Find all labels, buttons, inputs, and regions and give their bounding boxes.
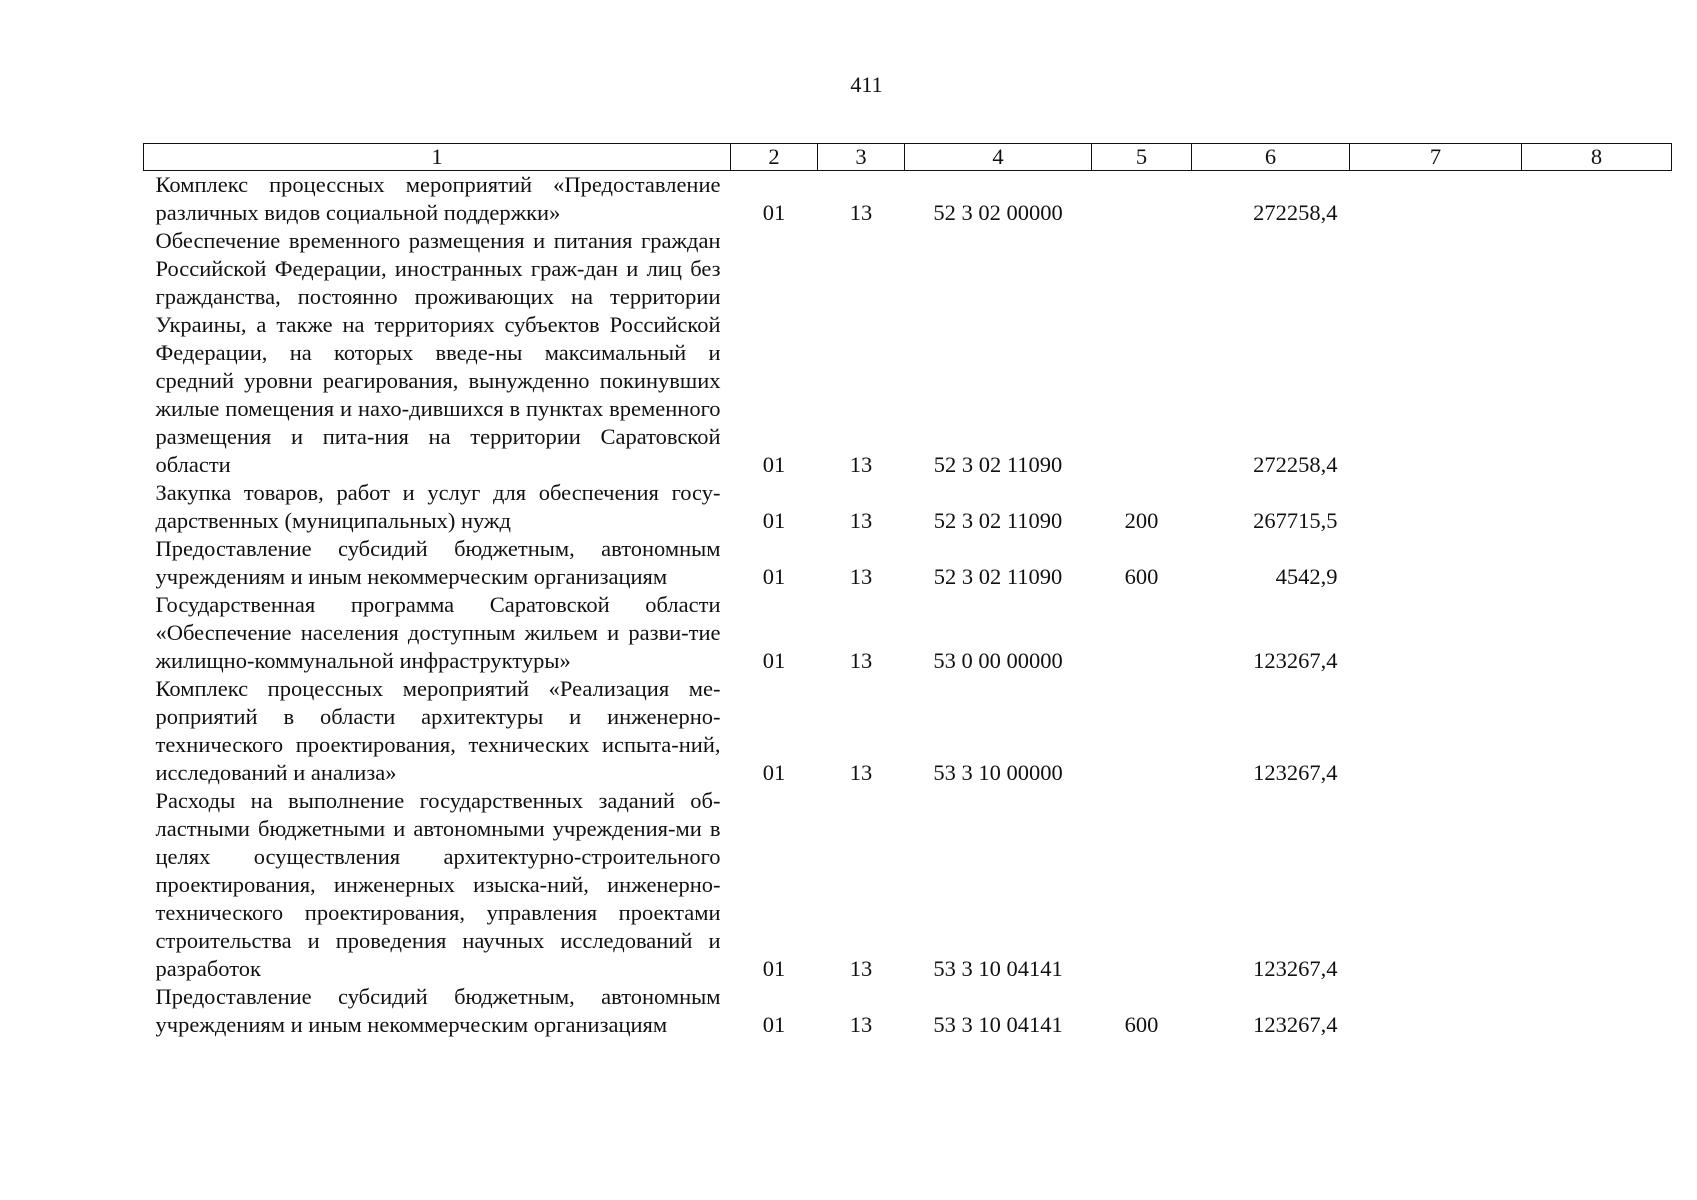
table-row: [144, 227, 1672, 479]
row-target-article: 52 3 02 11090: [933, 564, 1063, 589]
row-subsection: 13: [849, 564, 873, 589]
header-col-2: 2: [731, 144, 818, 171]
row-section: 01: [762, 1012, 786, 1037]
row-target-article: 53 3 10 04141: [933, 956, 1063, 981]
row-expense-type: [1092, 591, 1192, 675]
row-subsection: 13: [849, 648, 873, 673]
row-expense-type: 600: [1124, 564, 1159, 589]
header-col-1: 1: [144, 144, 731, 171]
row-subsection: 13: [849, 956, 873, 981]
table-row: [144, 591, 1672, 675]
row-col-8: [1522, 787, 1672, 983]
row-name: Комплекс процессных мероприятий «Предоставление различных видов социальной поддержки»: [155, 172, 721, 225]
row-name: Предоставление субсидий бюджетным, автономным учреждениям и иным некоммерческим организациям: [155, 536, 721, 589]
row-target-article: 52 3 02 00000: [933, 200, 1063, 225]
row-col-8: [1522, 479, 1672, 535]
header-row: [144, 144, 1672, 171]
row-col-8: [1522, 983, 1672, 1039]
table-row: [144, 787, 1672, 983]
row-subsection: 13: [849, 200, 873, 225]
header-col-8: 8: [1522, 144, 1672, 171]
row-col-8: [1522, 591, 1672, 675]
page-number: 411: [850, 72, 883, 97]
row-name: Расходы на выполнение государственных заданий об-ластными бюджетными и автономными учреждения-ми в целях осуществления архитектурно-строительного проектирования, инженерных изыска-ний, инженерно-технического проектирования, управления проектами строительства и проведения научных исследований и разработок: [155, 788, 721, 981]
header-col-5: 5: [1092, 144, 1192, 171]
row-name: Предоставление субсидий бюджетным, автономным учреждениям и иным некоммерческим организациям: [155, 984, 721, 1037]
row-expense-type: 200: [1124, 508, 1159, 533]
row-subsection: 13: [849, 452, 873, 477]
row-target-article: 53 3 10 00000: [933, 760, 1063, 785]
header-col-4: 4: [905, 144, 1092, 171]
row-amount: 123267,4: [1253, 1012, 1338, 1037]
row-name: Комплекс процессных мероприятий «Реализация ме-роприятий в области архитектуры и инженерно-технического проектирования, технических испыта-ний, исследований и анализа»: [155, 676, 721, 785]
budget-table: [143, 143, 1672, 1039]
row-section: 01: [762, 648, 786, 673]
row-expense-type: 600: [1124, 1012, 1159, 1037]
row-expense-type: [1092, 227, 1192, 479]
row-section: 01: [762, 760, 786, 785]
row-name: Закупка товаров, работ и услуг для обеспечения госу-дарственных (муниципальных) нужд: [155, 480, 721, 533]
row-amount: 4542,9: [1275, 564, 1338, 589]
row-amount: 267715,5: [1253, 508, 1338, 533]
table-row: [144, 535, 1672, 591]
row-section: 01: [762, 508, 786, 533]
row-amount: 123267,4: [1253, 956, 1338, 981]
row-name: Государственная программа Саратовской области «Обеспечение населения доступным жильем и разви-тие жилищно-коммунальной инфраструктуры»: [155, 592, 721, 673]
table-header: [144, 144, 1672, 171]
table-row: [144, 479, 1672, 535]
row-subsection: 13: [849, 760, 873, 785]
row-subsection: 13: [849, 1012, 873, 1037]
row-amount: 272258,4: [1253, 200, 1338, 225]
row-target-article: 53 0 00 00000: [933, 648, 1063, 673]
row-target-article: 52 3 02 11090: [933, 508, 1063, 533]
row-expense-type: [1092, 675, 1192, 787]
row-col-7: [1350, 227, 1522, 479]
row-amount: 123267,4: [1253, 760, 1338, 785]
row-expense-type: [1092, 787, 1192, 983]
row-expense-type: [1092, 171, 1192, 228]
row-target-article: 52 3 02 11090: [933, 452, 1063, 477]
row-col-7: [1350, 171, 1522, 228]
row-col-8: [1522, 227, 1672, 479]
table-row: [144, 675, 1672, 787]
row-section: 01: [762, 956, 786, 981]
row-col-7: [1350, 983, 1522, 1039]
row-section: 01: [762, 564, 786, 589]
row-col-8: [1522, 171, 1672, 228]
row-col-7: [1350, 535, 1522, 591]
row-section: 01: [762, 200, 786, 225]
row-col-7: [1350, 591, 1522, 675]
row-col-7: [1350, 787, 1522, 983]
table-body: [144, 171, 1672, 1040]
table-row: [144, 171, 1672, 228]
row-col-8: [1522, 535, 1672, 591]
row-col-7: [1350, 479, 1522, 535]
row-target-article: 53 3 10 04141: [933, 1012, 1063, 1037]
row-subsection: 13: [849, 508, 873, 533]
header-col-7: 7: [1350, 144, 1522, 171]
row-amount: 272258,4: [1253, 452, 1338, 477]
row-col-8: [1522, 675, 1672, 787]
row-amount: 123267,4: [1253, 648, 1338, 673]
header-col-3: 3: [818, 144, 905, 171]
row-name: Обеспечение временного размещения и питания граждан Российской Федерации, иностранных граж-дан и лиц без гражданства, постоянно проживающих на территории Украины, а также на территориях субъектов Российской Федерации, на которых введе-ны максимальный и средний уровни реагирования, вынужденно покинувших жилые помещения и нахо-дившихся в пунктах временного размещения и пита-ния на территории Саратовской области: [155, 228, 721, 477]
row-section: 01: [762, 452, 786, 477]
header-col-6: 6: [1192, 144, 1350, 171]
row-col-7: [1350, 675, 1522, 787]
table-row: [144, 983, 1672, 1039]
